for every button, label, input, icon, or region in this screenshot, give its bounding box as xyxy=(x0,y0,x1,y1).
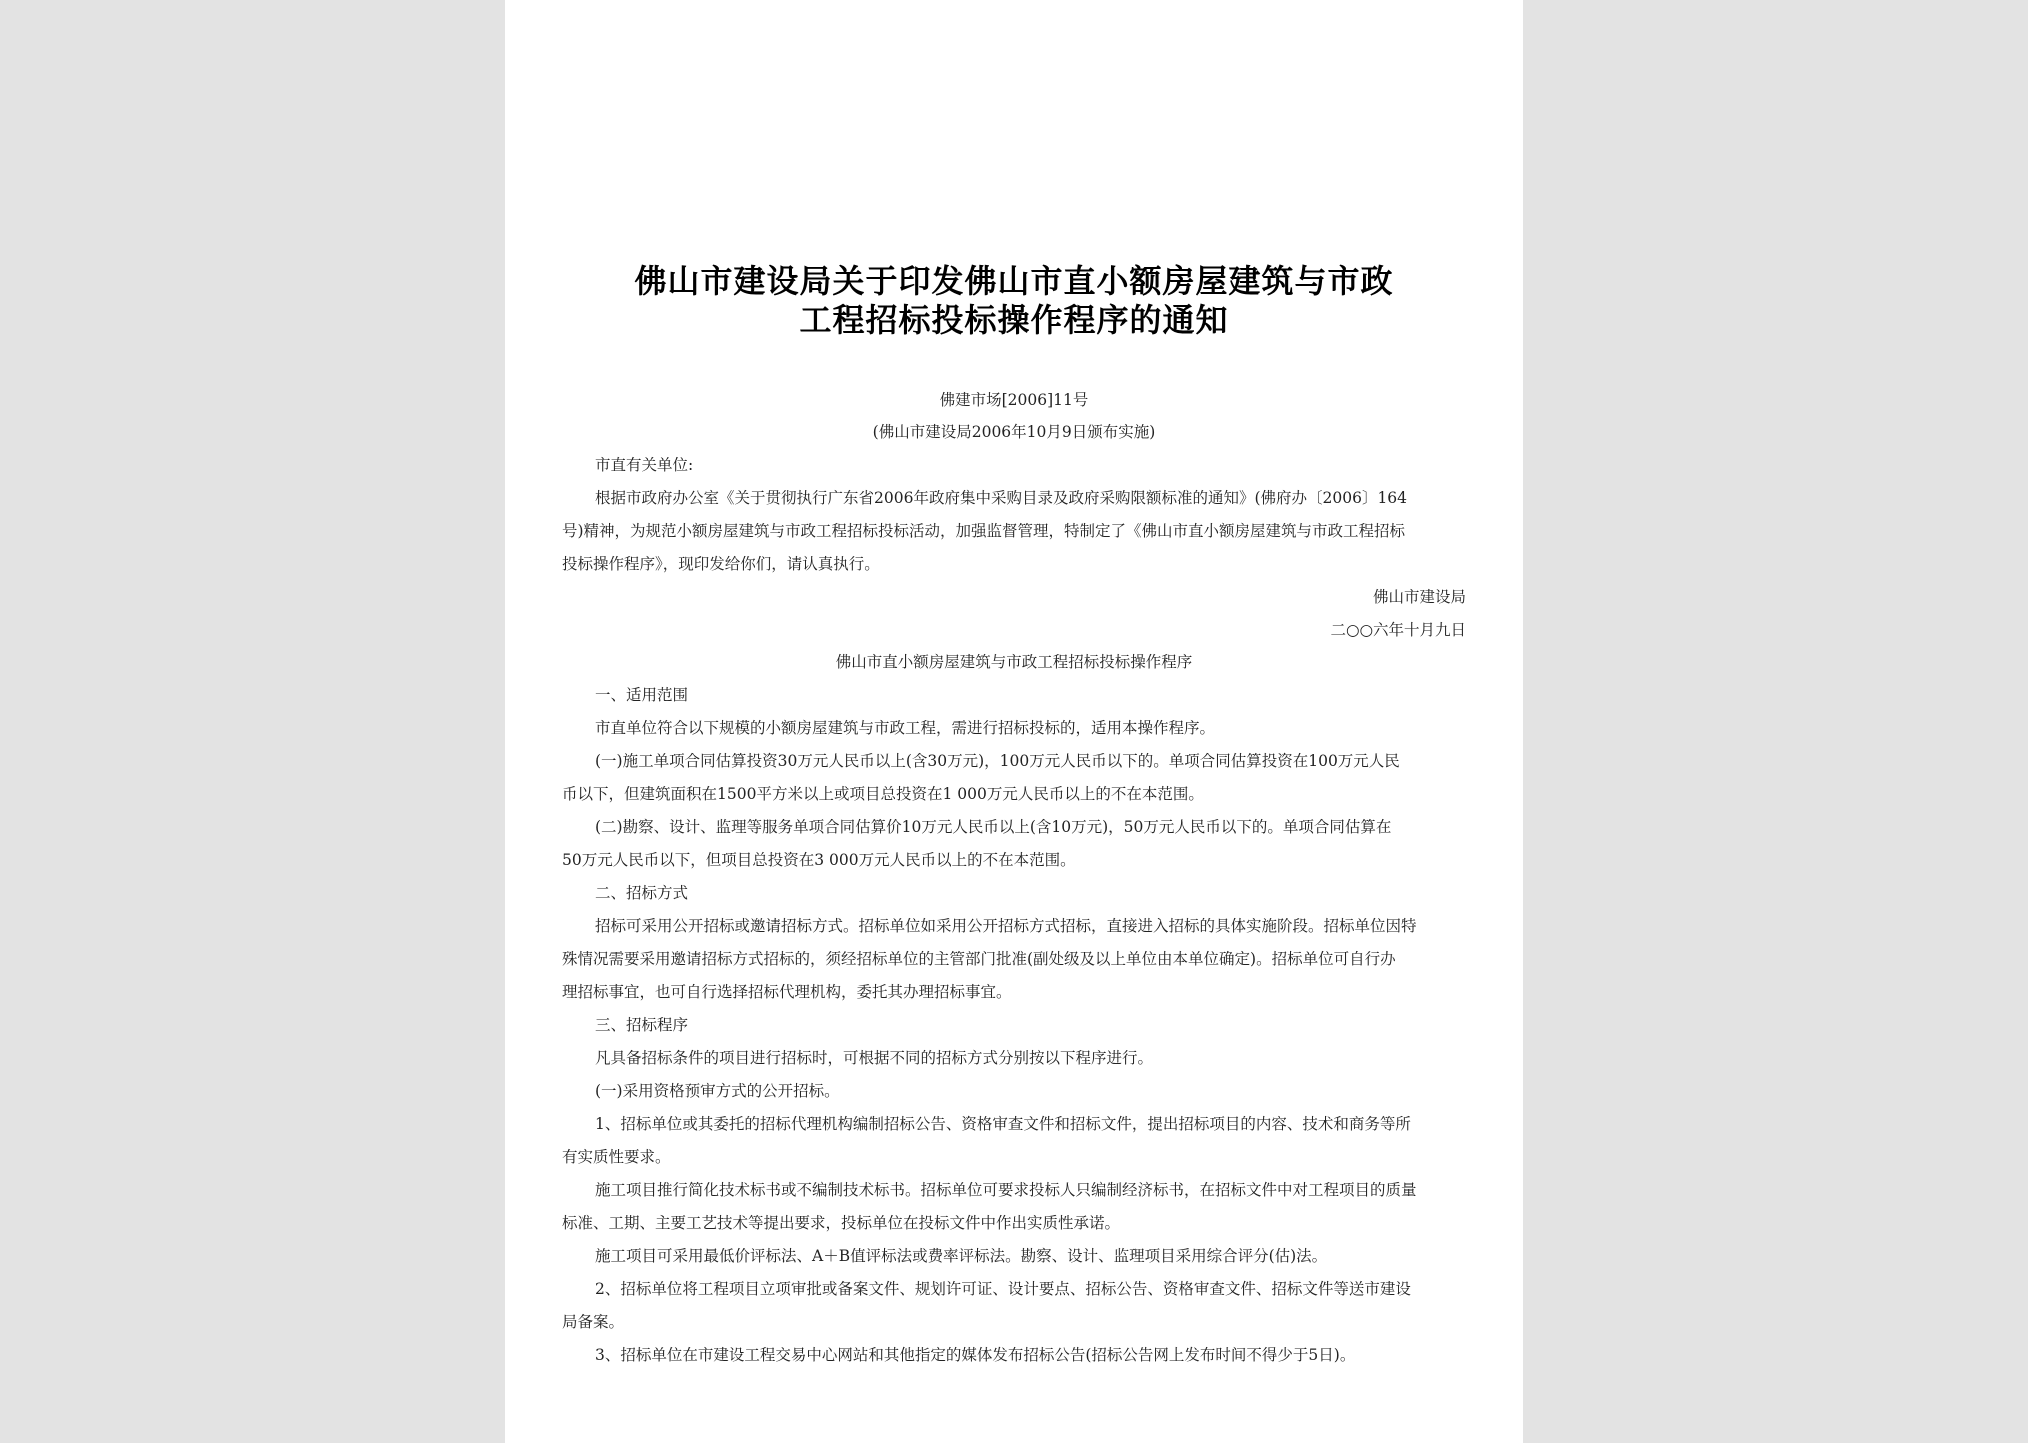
body-line: (一)施工单项合同估算投资30万元人民币以上(含30万元)，100万元人民币以下的。单项合同估算投资在100万元人民 xyxy=(595,752,1400,770)
document-page xyxy=(505,0,1523,1443)
body-line: (二)勘察、设计、监理等服务单项合同估算价10万元人民币以上(含10万元)，50万元人民币以下的。单项合同估算在 xyxy=(595,818,1392,836)
intro-line-1: 根据市政府办公室《关于贯彻执行广东省2006年政府集中采购目录及政府采购限额标准的通知》(佛府办〔2006〕164 xyxy=(595,489,1408,507)
body-line: 50万元人民币以下，但项目总投资在3 000万元人民币以上的不在本范围。 xyxy=(562,851,1076,869)
body-line: (一)采用资格预审方式的公开招标。 xyxy=(595,1082,840,1100)
section-heading: 二、招标方式 xyxy=(595,884,689,902)
intro-line-2: 号)精神，为规范小额房屋建筑与市政工程招标投标活动，加强监督管理，特制定了《佛山市直小额房屋建筑与市政工程招标 xyxy=(562,522,1406,540)
body-line: 1、招标单位或其委托的招标代理机构编制招标公告、资格审查文件和招标文件，提出招标项目的内容、技术和商务等所 xyxy=(595,1115,1411,1133)
body-line: 理招标事宜，也可自行选择招标代理机构，委托其办理招标事宜。 xyxy=(562,983,1012,1001)
sign-date: 二○○六年十月九日 xyxy=(1330,621,1466,639)
body-line: 标准、工期、主要工艺技术等提出要求，投标单位在投标文件中作出实质性承诺。 xyxy=(562,1214,1121,1232)
body-line: 招标可采用公开招标或邀请招标方式。招标单位如采用公开招标方式招标，直接进入招标的具体实施阶段。招标单位因特 xyxy=(595,917,1417,935)
title-line-2: 工程招标投标操作程序的通知 xyxy=(799,301,1229,339)
body-line: 3、招标单位在市建设工程交易中心网站和其他指定的媒体发布招标公告(招标公告网上发布时间不得少于5日)。 xyxy=(595,1346,1356,1364)
body-line: 有实质性要求。 xyxy=(562,1148,671,1166)
body-line: 施工项目推行简化技术标书或不编制技术标书。招标单位可要求投标人只编制经济标书，在招标文件中对工程项目的质量 xyxy=(595,1181,1417,1199)
section-heading: 一、适用范围 xyxy=(595,686,689,704)
intro-line-3: 投标操作程序》，现印发给你们，请认真执行。 xyxy=(562,555,880,573)
body-line: 殊情况需要采用邀请招标方式招标的，须经招标单位的主管部门批准(副处级及以上单位由本单位确定)。招标单位可自行办 xyxy=(562,950,1396,968)
issue-note: (佛山市建设局2006年10月9日颁布实施) xyxy=(872,423,1156,441)
body-line: 币以下，但建筑面积在1500平方米以上或项目总投资在1 000万元人民币以上的不在本范围。 xyxy=(562,785,1204,803)
body-line: 市直单位符合以下规模的小额房屋建筑与市政工程，需进行招标投标的，适用本操作程序。 xyxy=(595,719,1216,737)
salutation: 市直有关单位: xyxy=(595,456,694,474)
body-line: 凡具备招标条件的项目进行招标时，可根据不同的招标方式分别按以下程序进行。 xyxy=(595,1049,1154,1067)
document-title xyxy=(505,262,1523,340)
body-line: 2、招标单位将工程项目立项审批或备案文件、规划许可证、设计要点、招标公告、资格审查文件、招标文件等送市建设 xyxy=(595,1280,1411,1298)
signer: 佛山市建设局 xyxy=(1372,588,1466,606)
body-line: 施工项目可采用最低价评标法、A＋B值评标法或费率评标法。勘察、设计、监理项目采用综合评分(估)法。 xyxy=(595,1247,1328,1265)
title-line-1: 佛山市建设局关于印发佛山市直小额房屋建筑与市政 xyxy=(634,262,1394,300)
body-line: 局备案。 xyxy=(562,1313,625,1331)
procedure-subtitle: 佛山市直小额房屋建筑与市政工程招标投标操作程序 xyxy=(835,653,1193,671)
document-number: 佛建市场[2006]11号 xyxy=(939,391,1089,409)
section-heading: 三、招标程序 xyxy=(595,1016,689,1034)
